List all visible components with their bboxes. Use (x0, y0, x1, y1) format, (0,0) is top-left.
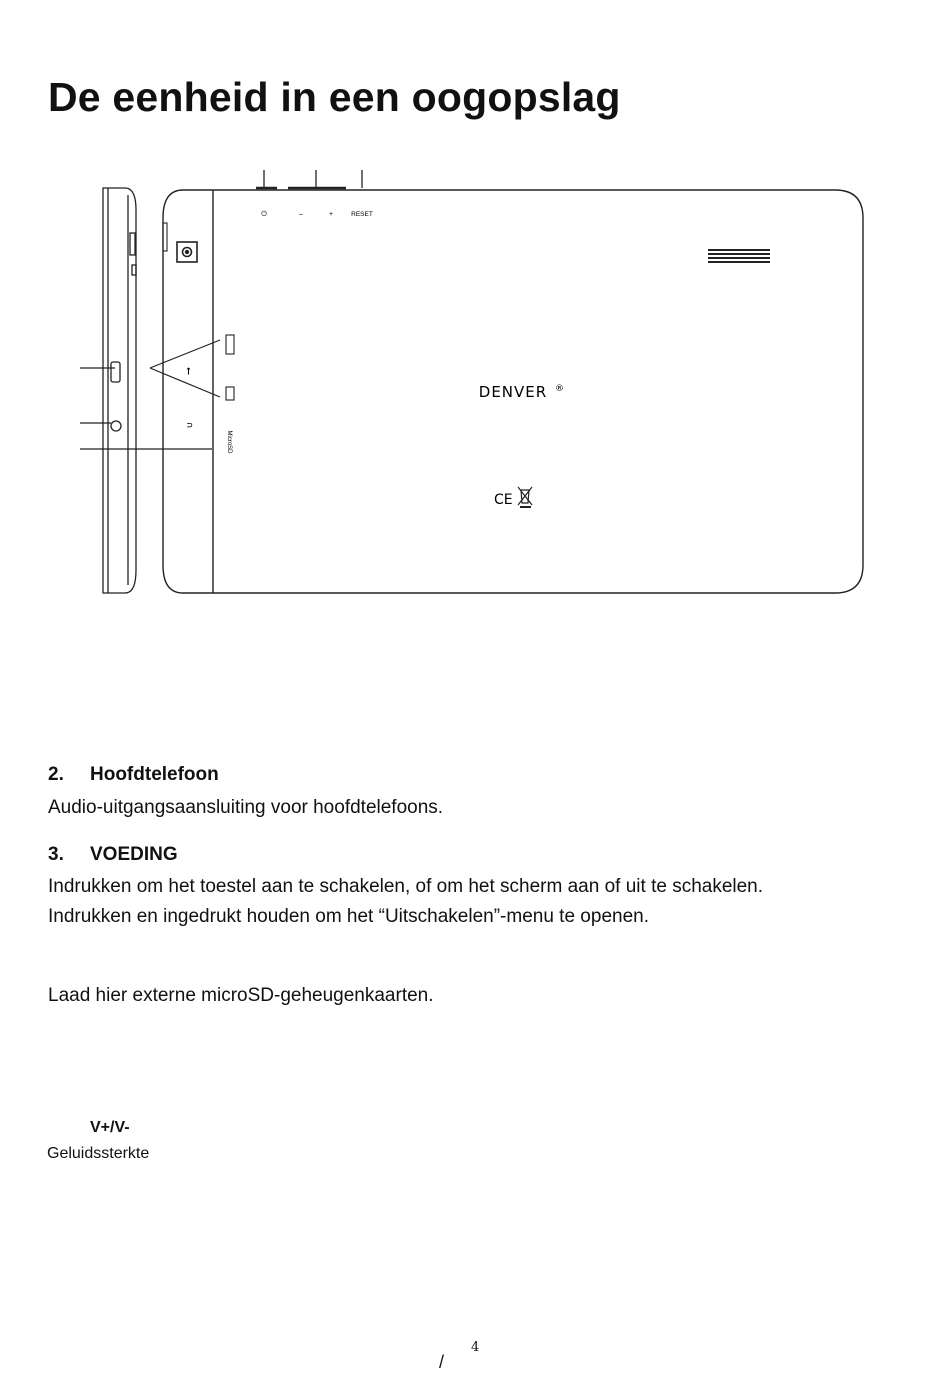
section-3-line-1: Indrukken om het toestel aan te schakelen, of om het scherm aan of uit te schakelen. (48, 876, 764, 897)
top-buttons (256, 170, 362, 188)
page-number: 4 (471, 1340, 480, 1355)
tablet-diagram (70, 165, 870, 600)
section-5-heading: V+/V- (90, 1119, 130, 1136)
footer-slash: / (439, 1352, 445, 1372)
brand-logo: DENVER (478, 383, 548, 401)
section-3-line-2: Indrukken en ingedrukt houden om het “Uitschakelen”-menu te openen. (48, 906, 649, 927)
volume-minus-label: – (299, 211, 303, 218)
microsd-label: MicroSD (226, 430, 232, 454)
section-3-heading (48, 844, 178, 866)
section-3-number: 3. (48, 844, 64, 865)
reset-button-label: RESET (351, 211, 373, 218)
section-2-text: Audio-uitgangsaansluiting voor hoofdtelefoons. (48, 797, 444, 818)
usb-icon: ⭠ (183, 367, 194, 375)
callout-lines-left (80, 340, 220, 449)
section-2-number: 2. (48, 764, 64, 785)
tablet-side-view (103, 188, 136, 593)
speaker-grille (708, 249, 770, 263)
volume-plus-label: + (328, 211, 334, 218)
section-5-text: Geluidssterkte (47, 1145, 150, 1162)
section-2-heading (48, 764, 219, 786)
brand-registered-mark: ® (555, 384, 564, 394)
page-title: De eenheid in een oogopslag (48, 74, 621, 120)
section-2-title: Hoofdtelefoon (90, 764, 219, 785)
weee-bin-icon (518, 487, 532, 507)
headphone-icon: ∩ (184, 421, 194, 429)
ce-mark: CE (494, 492, 513, 508)
power-button-label: ⏻ (261, 210, 267, 218)
section-3-title: VOEDING (90, 844, 178, 865)
section-4-text: Laad hier externe microSD-geheugenkaarten. (48, 985, 434, 1006)
